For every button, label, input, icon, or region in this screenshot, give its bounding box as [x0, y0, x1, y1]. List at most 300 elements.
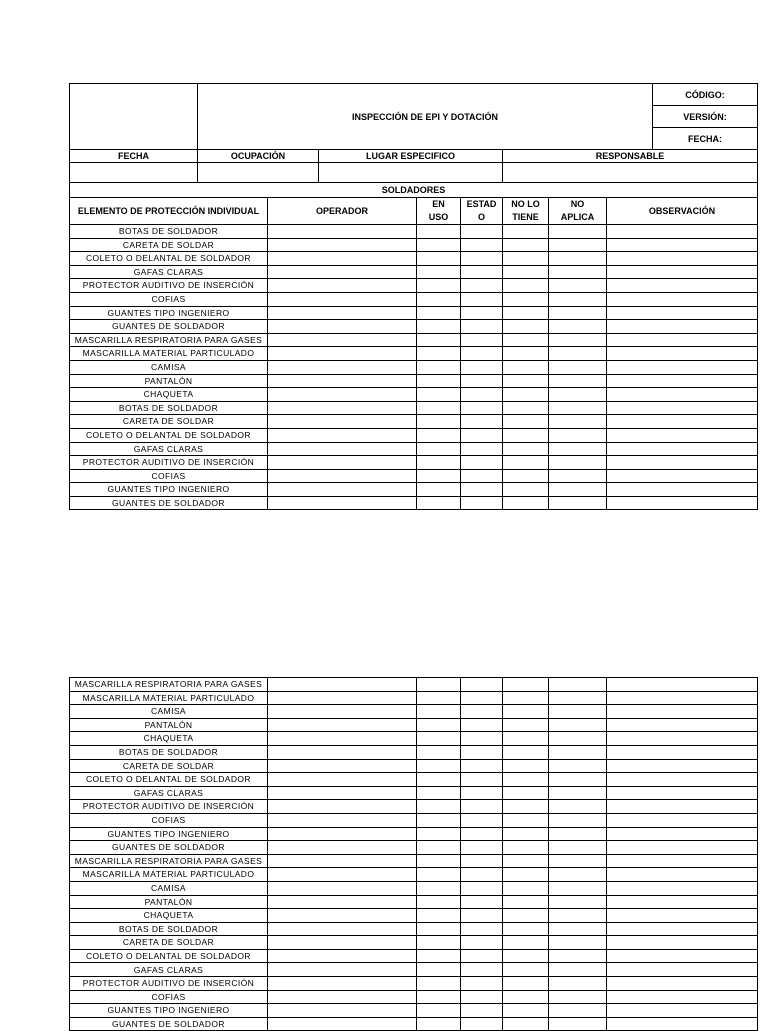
en-uso-cell[interactable] — [417, 895, 461, 909]
en-uso-cell[interactable] — [417, 868, 461, 882]
operador-cell[interactable] — [268, 306, 417, 320]
ocupacion-field[interactable] — [198, 163, 319, 183]
estado-cell[interactable] — [461, 279, 503, 293]
en-uso-cell[interactable] — [417, 786, 461, 800]
en-uso-cell[interactable] — [417, 360, 461, 374]
en-uso-cell[interactable] — [417, 333, 461, 347]
no-lo-tiene-cell[interactable] — [503, 333, 549, 347]
en-uso-cell[interactable] — [417, 745, 461, 759]
no-aplica-cell[interactable] — [549, 745, 607, 759]
observacion-cell[interactable] — [607, 745, 758, 759]
observacion-cell[interactable] — [607, 442, 758, 456]
en-uso-cell[interactable] — [417, 401, 461, 415]
no-lo-tiene-cell[interactable] — [503, 225, 549, 239]
no-aplica-cell[interactable] — [549, 1017, 607, 1031]
estado-cell[interactable] — [461, 745, 503, 759]
no-aplica-cell[interactable] — [549, 320, 607, 334]
operador-cell[interactable] — [268, 360, 417, 374]
no-lo-tiene-cell[interactable] — [503, 732, 549, 746]
estado-cell[interactable] — [461, 759, 503, 773]
no-lo-tiene-cell[interactable] — [503, 813, 549, 827]
estado-cell[interactable] — [461, 922, 503, 936]
no-lo-tiene-cell[interactable] — [503, 279, 549, 293]
en-uso-cell[interactable] — [417, 977, 461, 991]
operador-cell[interactable] — [268, 1017, 417, 1031]
estado-cell[interactable] — [461, 827, 503, 841]
estado-cell[interactable] — [461, 705, 503, 719]
operador-cell[interactable] — [268, 388, 417, 402]
no-aplica-cell[interactable] — [549, 718, 607, 732]
item-label: GUANTES TIPO INGENIERO — [70, 306, 268, 320]
no-aplica-cell[interactable] — [549, 949, 607, 963]
observacion-cell[interactable] — [607, 936, 758, 950]
item-label: COFIAS — [70, 990, 268, 1004]
no-aplica-cell[interactable] — [549, 388, 607, 402]
observacion-cell[interactable] — [607, 469, 758, 483]
operador-cell[interactable] — [268, 773, 417, 787]
no-lo-tiene-cell[interactable] — [503, 963, 549, 977]
no-aplica-cell[interactable] — [549, 691, 607, 705]
table-row — [70, 292, 758, 306]
operador-cell[interactable] — [268, 990, 417, 1004]
observacion-cell[interactable] — [607, 827, 758, 841]
observacion-cell[interactable] — [607, 773, 758, 787]
observacion-cell[interactable] — [607, 922, 758, 936]
observacion-cell[interactable] — [607, 483, 758, 497]
no-lo-tiene-cell[interactable] — [503, 469, 549, 483]
operador-cell[interactable] — [268, 922, 417, 936]
estado-cell[interactable] — [461, 718, 503, 732]
observacion-cell[interactable] — [607, 841, 758, 855]
observacion-cell[interactable] — [607, 225, 758, 239]
en-uso-cell[interactable] — [417, 388, 461, 402]
operador-cell[interactable] — [268, 469, 417, 483]
no-lo-tiene-cell[interactable] — [503, 374, 549, 388]
estado-cell[interactable] — [461, 813, 503, 827]
estado-cell[interactable] — [461, 252, 503, 266]
operador-cell[interactable] — [268, 963, 417, 977]
estado-cell[interactable] — [461, 292, 503, 306]
no-lo-tiene-cell[interactable] — [503, 442, 549, 456]
no-lo-tiene-cell[interactable] — [503, 745, 549, 759]
no-lo-tiene-cell[interactable] — [503, 428, 549, 442]
no-aplica-cell[interactable] — [549, 374, 607, 388]
operador-cell[interactable] — [268, 827, 417, 841]
observacion-cell[interactable] — [607, 895, 758, 909]
en-uso-cell[interactable] — [417, 936, 461, 950]
no-lo-tiene-cell[interactable] — [503, 691, 549, 705]
estado-cell[interactable] — [461, 949, 503, 963]
no-lo-tiene-cell[interactable] — [503, 936, 549, 950]
observacion-cell[interactable] — [607, 388, 758, 402]
no-aplica-cell[interactable] — [549, 990, 607, 1004]
no-aplica-cell[interactable] — [549, 936, 607, 950]
operador-cell[interactable] — [268, 800, 417, 814]
no-lo-tiene-cell[interactable] — [503, 1004, 549, 1018]
no-lo-tiene-cell[interactable] — [503, 360, 549, 374]
operador-cell[interactable] — [268, 977, 417, 991]
observacion-cell[interactable] — [607, 347, 758, 361]
observacion-cell[interactable] — [607, 691, 758, 705]
no-lo-tiene-cell[interactable] — [503, 759, 549, 773]
no-lo-tiene-cell[interactable] — [503, 496, 549, 510]
table-row — [70, 360, 758, 374]
observacion-cell[interactable] — [607, 401, 758, 415]
estado-cell[interactable] — [461, 909, 503, 923]
observacion-cell[interactable] — [607, 800, 758, 814]
en-uso-cell[interactable] — [417, 374, 461, 388]
operador-cell[interactable] — [268, 868, 417, 882]
observacion-cell[interactable] — [607, 963, 758, 977]
en-uso-cell[interactable] — [417, 949, 461, 963]
observacion-cell[interactable] — [607, 292, 758, 306]
operador-cell[interactable] — [268, 881, 417, 895]
no-aplica-cell[interactable] — [549, 854, 607, 868]
en-uso-cell[interactable] — [417, 827, 461, 841]
observacion-cell[interactable] — [607, 252, 758, 266]
no-aplica-cell[interactable] — [549, 428, 607, 442]
no-lo-tiene-cell[interactable] — [503, 841, 549, 855]
no-aplica-cell[interactable] — [549, 868, 607, 882]
en-uso-cell[interactable] — [417, 922, 461, 936]
observacion-cell[interactable] — [607, 1017, 758, 1031]
observacion-cell[interactable] — [607, 813, 758, 827]
observacion-cell[interactable] — [607, 456, 758, 470]
estado-cell[interactable] — [461, 469, 503, 483]
no-aplica-cell[interactable] — [549, 773, 607, 787]
estado-cell[interactable] — [461, 496, 503, 510]
no-aplica-cell[interactable] — [549, 347, 607, 361]
item-label: PROTECTOR AUDITIVO DE INSERCIÓN — [70, 456, 268, 470]
no-aplica-cell[interactable] — [549, 786, 607, 800]
observacion-cell[interactable] — [607, 496, 758, 510]
no-aplica-cell[interactable] — [549, 252, 607, 266]
observacion-cell[interactable] — [607, 678, 758, 692]
table-row — [70, 306, 758, 320]
estado-cell[interactable] — [461, 990, 503, 1004]
no-lo-tiene-cell[interactable] — [503, 909, 549, 923]
estado-cell[interactable] — [461, 456, 503, 470]
no-aplica-cell[interactable] — [549, 483, 607, 497]
no-aplica-cell[interactable] — [549, 415, 607, 429]
estado-cell[interactable] — [461, 868, 503, 882]
operador-cell[interactable] — [268, 496, 417, 510]
observacion-cell[interactable] — [607, 732, 758, 746]
estado-cell[interactable] — [461, 320, 503, 334]
observacion-cell[interactable] — [607, 854, 758, 868]
observacion-cell[interactable] — [607, 428, 758, 442]
en-uso-cell[interactable] — [417, 265, 461, 279]
no-aplica-cell[interactable] — [549, 279, 607, 293]
table-row — [70, 977, 758, 991]
no-lo-tiene-cell[interactable] — [503, 306, 549, 320]
operador-cell[interactable] — [268, 759, 417, 773]
estado-cell[interactable] — [461, 854, 503, 868]
operador-cell[interactable] — [268, 333, 417, 347]
col-estado: ESTAD O — [461, 198, 503, 225]
no-aplica-cell[interactable] — [549, 225, 607, 239]
no-lo-tiene-cell[interactable] — [503, 977, 549, 991]
no-aplica-cell[interactable] — [549, 922, 607, 936]
no-aplica-cell[interactable] — [549, 456, 607, 470]
en-uso-cell[interactable] — [417, 252, 461, 266]
observacion-cell[interactable] — [607, 705, 758, 719]
no-aplica-cell[interactable] — [549, 881, 607, 895]
observacion-cell[interactable] — [607, 868, 758, 882]
operador-cell[interactable] — [268, 949, 417, 963]
observacion-cell[interactable] — [607, 718, 758, 732]
en-uso-cell[interactable] — [417, 456, 461, 470]
operador-cell[interactable] — [268, 691, 417, 705]
observacion-cell[interactable] — [607, 977, 758, 991]
estado-cell[interactable] — [461, 388, 503, 402]
en-uso-cell[interactable] — [417, 800, 461, 814]
en-uso-cell[interactable] — [417, 990, 461, 1004]
estado-cell[interactable] — [461, 691, 503, 705]
no-aplica-cell[interactable] — [549, 401, 607, 415]
observacion-cell[interactable] — [607, 265, 758, 279]
observacion-cell[interactable] — [607, 306, 758, 320]
no-lo-tiene-cell[interactable] — [503, 718, 549, 732]
no-lo-tiene-cell[interactable] — [503, 949, 549, 963]
estado-cell[interactable] — [461, 374, 503, 388]
no-lo-tiene-cell[interactable] — [503, 1017, 549, 1031]
observacion-cell[interactable] — [607, 1004, 758, 1018]
en-uso-cell[interactable] — [417, 347, 461, 361]
operador-cell[interactable] — [268, 238, 417, 252]
estado-cell[interactable] — [461, 333, 503, 347]
no-aplica-cell[interactable] — [549, 265, 607, 279]
no-lo-tiene-cell[interactable] — [503, 401, 549, 415]
en-uso-cell[interactable] — [417, 483, 461, 497]
lugar-field[interactable] — [319, 163, 503, 183]
item-label: COLETO O DELANTAL DE SOLDADOR — [70, 428, 268, 442]
en-uso-cell[interactable] — [417, 496, 461, 510]
no-aplica-cell[interactable] — [549, 469, 607, 483]
no-lo-tiene-cell[interactable] — [503, 800, 549, 814]
estado-cell[interactable] — [461, 977, 503, 991]
en-uso-cell[interactable] — [417, 442, 461, 456]
observacion-cell[interactable] — [607, 415, 758, 429]
no-aplica-cell[interactable] — [549, 360, 607, 374]
no-aplica-cell[interactable] — [549, 895, 607, 909]
no-lo-tiene-cell[interactable] — [503, 252, 549, 266]
operador-cell[interactable] — [268, 225, 417, 239]
observacion-cell[interactable] — [607, 909, 758, 923]
operador-cell[interactable] — [268, 786, 417, 800]
no-aplica-cell[interactable] — [549, 678, 607, 692]
no-lo-tiene-cell[interactable] — [503, 238, 549, 252]
operador-cell[interactable] — [268, 415, 417, 429]
no-aplica-cell[interactable] — [549, 800, 607, 814]
operador-cell[interactable] — [268, 895, 417, 909]
no-lo-tiene-cell[interactable] — [503, 347, 549, 361]
item-label: MASCARILLA RESPIRATORIA PARA GASES — [70, 333, 268, 347]
operador-cell[interactable] — [268, 854, 417, 868]
en-uso-cell[interactable] — [417, 773, 461, 787]
estado-cell[interactable] — [461, 306, 503, 320]
no-lo-tiene-cell[interactable] — [503, 415, 549, 429]
observacion-cell[interactable] — [607, 990, 758, 1004]
operador-cell[interactable] — [268, 292, 417, 306]
estado-cell[interactable] — [461, 347, 503, 361]
estado-cell[interactable] — [461, 936, 503, 950]
no-lo-tiene-cell[interactable] — [503, 456, 549, 470]
estado-cell[interactable] — [461, 732, 503, 746]
no-lo-tiene-cell[interactable] — [503, 922, 549, 936]
en-uso-cell[interactable] — [417, 963, 461, 977]
en-uso-cell[interactable] — [417, 691, 461, 705]
operador-cell[interactable] — [268, 428, 417, 442]
estado-cell[interactable] — [461, 895, 503, 909]
fecha-field[interactable] — [70, 163, 198, 183]
no-lo-tiene-cell[interactable] — [503, 678, 549, 692]
col-en-uso: EN USO — [417, 198, 461, 225]
en-uso-cell[interactable] — [417, 881, 461, 895]
operador-cell[interactable] — [268, 265, 417, 279]
no-aplica-cell[interactable] — [549, 496, 607, 510]
en-uso-cell[interactable] — [417, 678, 461, 692]
observacion-cell[interactable] — [607, 238, 758, 252]
estado-cell[interactable] — [461, 773, 503, 787]
no-lo-tiene-cell[interactable] — [503, 320, 549, 334]
operador-cell[interactable] — [268, 442, 417, 456]
estado-cell[interactable] — [461, 881, 503, 895]
estado-cell[interactable] — [461, 678, 503, 692]
estado-cell[interactable] — [461, 225, 503, 239]
no-aplica-cell[interactable] — [549, 909, 607, 923]
operador-cell[interactable] — [268, 745, 417, 759]
en-uso-cell[interactable] — [417, 732, 461, 746]
estado-cell[interactable] — [461, 963, 503, 977]
estado-cell[interactable] — [461, 428, 503, 442]
no-aplica-cell[interactable] — [549, 759, 607, 773]
estado-cell[interactable] — [461, 238, 503, 252]
observacion-cell[interactable] — [607, 333, 758, 347]
operador-cell[interactable] — [268, 374, 417, 388]
no-lo-tiene-cell[interactable] — [503, 854, 549, 868]
estado-cell[interactable] — [461, 483, 503, 497]
no-aplica-cell[interactable] — [549, 705, 607, 719]
no-aplica-cell[interactable] — [549, 333, 607, 347]
operador-cell[interactable] — [268, 705, 417, 719]
no-aplica-cell[interactable] — [549, 292, 607, 306]
en-uso-cell[interactable] — [417, 854, 461, 868]
item-label: BOTAS DE SOLDADOR — [70, 922, 268, 936]
no-lo-tiene-cell[interactable] — [503, 786, 549, 800]
no-aplica-cell[interactable] — [549, 442, 607, 456]
operador-cell[interactable] — [268, 841, 417, 855]
no-lo-tiene-cell[interactable] — [503, 990, 549, 1004]
estado-cell[interactable] — [461, 841, 503, 855]
no-lo-tiene-cell[interactable] — [503, 292, 549, 306]
estado-cell[interactable] — [461, 1004, 503, 1018]
en-uso-cell[interactable] — [417, 428, 461, 442]
no-aplica-cell[interactable] — [549, 238, 607, 252]
observacion-cell[interactable] — [607, 881, 758, 895]
no-aplica-cell[interactable] — [549, 827, 607, 841]
operador-cell[interactable] — [268, 813, 417, 827]
en-uso-cell[interactable] — [417, 279, 461, 293]
estado-cell[interactable] — [461, 1017, 503, 1031]
no-lo-tiene-cell[interactable] — [503, 483, 549, 497]
observacion-cell[interactable] — [607, 360, 758, 374]
en-uso-cell[interactable] — [417, 909, 461, 923]
estado-cell[interactable] — [461, 401, 503, 415]
no-lo-tiene-cell[interactable] — [503, 881, 549, 895]
operador-cell[interactable] — [268, 1004, 417, 1018]
en-uso-cell[interactable] — [417, 225, 461, 239]
en-uso-cell[interactable] — [417, 469, 461, 483]
en-uso-cell[interactable] — [417, 306, 461, 320]
operador-cell[interactable] — [268, 483, 417, 497]
estado-cell[interactable] — [461, 360, 503, 374]
operador-cell[interactable] — [268, 936, 417, 950]
observacion-cell[interactable] — [607, 374, 758, 388]
no-lo-tiene-cell[interactable] — [503, 773, 549, 787]
en-uso-cell[interactable] — [417, 415, 461, 429]
no-lo-tiene-cell[interactable] — [503, 895, 549, 909]
estado-cell[interactable] — [461, 786, 503, 800]
en-uso-cell[interactable] — [417, 1004, 461, 1018]
observacion-cell[interactable] — [607, 759, 758, 773]
responsable-field[interactable] — [503, 163, 758, 183]
estado-cell[interactable] — [461, 415, 503, 429]
estado-cell[interactable] — [461, 265, 503, 279]
no-aplica-cell[interactable] — [549, 813, 607, 827]
operador-cell[interactable] — [268, 347, 417, 361]
no-aplica-cell[interactable] — [549, 732, 607, 746]
table-row — [70, 813, 758, 827]
en-uso-cell[interactable] — [417, 1017, 461, 1031]
operador-cell[interactable] — [268, 456, 417, 470]
operador-cell[interactable] — [268, 718, 417, 732]
no-lo-tiene-cell[interactable] — [503, 827, 549, 841]
en-uso-cell[interactable] — [417, 718, 461, 732]
operador-cell[interactable] — [268, 909, 417, 923]
operador-cell[interactable] — [268, 320, 417, 334]
en-uso-cell[interactable] — [417, 759, 461, 773]
no-aplica-cell[interactable] — [549, 977, 607, 991]
no-lo-tiene-cell[interactable] — [503, 705, 549, 719]
en-uso-cell[interactable] — [417, 841, 461, 855]
no-lo-tiene-cell[interactable] — [503, 868, 549, 882]
observacion-cell[interactable] — [607, 320, 758, 334]
operador-cell[interactable] — [268, 732, 417, 746]
observacion-cell[interactable] — [607, 279, 758, 293]
no-aplica-cell[interactable] — [549, 841, 607, 855]
en-uso-cell[interactable] — [417, 705, 461, 719]
observacion-cell[interactable] — [607, 949, 758, 963]
en-uso-cell[interactable] — [417, 238, 461, 252]
observacion-cell[interactable] — [607, 786, 758, 800]
en-uso-cell[interactable] — [417, 813, 461, 827]
estado-cell[interactable] — [461, 442, 503, 456]
operador-cell[interactable] — [268, 401, 417, 415]
operador-cell[interactable] — [268, 252, 417, 266]
no-aplica-cell[interactable] — [549, 1004, 607, 1018]
operador-cell[interactable] — [268, 279, 417, 293]
operador-cell[interactable] — [268, 678, 417, 692]
estado-cell[interactable] — [461, 800, 503, 814]
no-aplica-cell[interactable] — [549, 306, 607, 320]
table-row — [70, 333, 758, 347]
en-uso-cell[interactable] — [417, 292, 461, 306]
no-lo-tiene-cell[interactable] — [503, 265, 549, 279]
en-uso-cell[interactable] — [417, 320, 461, 334]
no-aplica-cell[interactable] — [549, 963, 607, 977]
no-lo-tiene-cell[interactable] — [503, 388, 549, 402]
